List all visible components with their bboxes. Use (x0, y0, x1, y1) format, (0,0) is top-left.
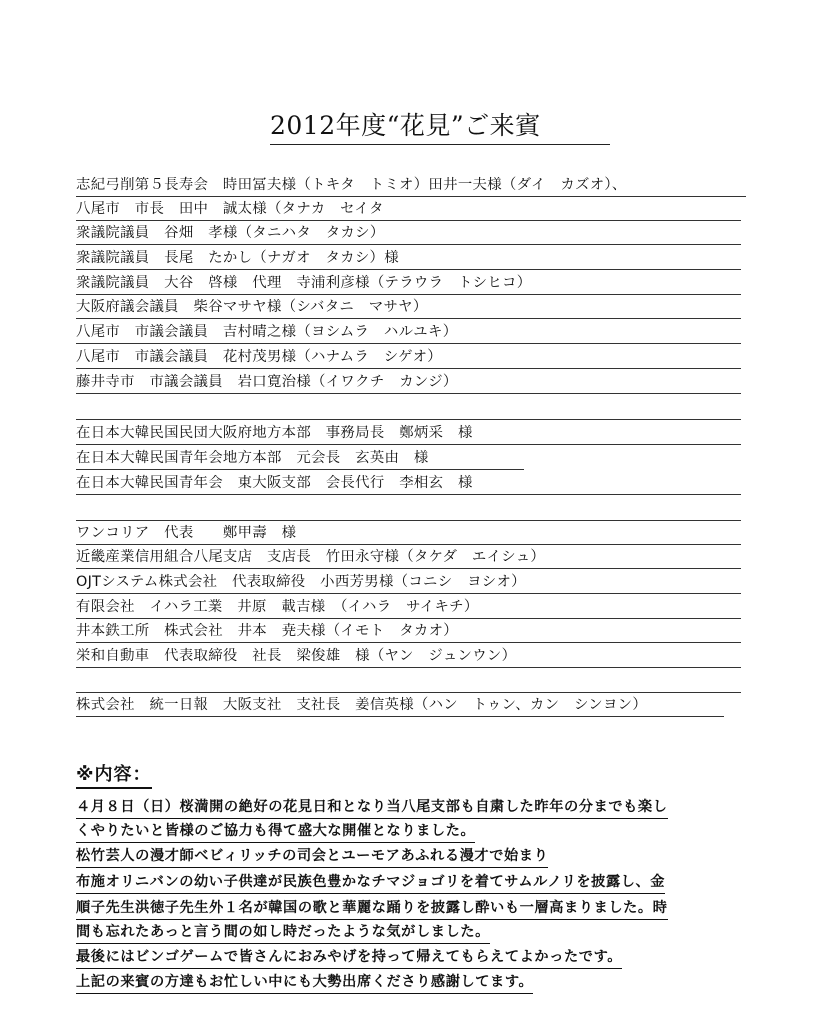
page-title: 2012年度“花見”ご来賓 (270, 106, 610, 145)
blank-rule (76, 520, 741, 521)
content-heading: ※内容： (76, 760, 152, 789)
guest-line: 藤井寺市 市議会議員 岩口寛治様（イワクチ カンジ） (76, 371, 741, 394)
content-line: 松竹芸人の漫才師ベビィリッチの司会とユーモアあふれる漫才で始まり (76, 845, 548, 868)
content-line: くやりたいと皆様のご協力も得て盛大な開催となりました。 (76, 820, 475, 843)
guest-line: 八尾市 市議会議員 吉村晴之様（ヨシムラ ハルユキ） (76, 321, 741, 344)
blank-rule (76, 692, 741, 693)
guest-line: 栄和自動車 代表取締役 社長 梁俊雄 様（ヤン ジュンウン） (76, 645, 741, 668)
content-line: 布施オリニバンの幼い子供達が民族色豊かなチマジョゴリを着てサムルノリを披露し、金 (76, 871, 665, 894)
guest-line: 株式会社 統一日報 大阪支社 支社長 姜信英様（ハン トゥン、カン シンヨン） (76, 694, 724, 717)
guest-line: 在日本大韓民国青年会 東大阪支部 会長代行 李相玄 様 (76, 472, 741, 495)
guest-line: 八尾市 市長 田中 誠太様（タナカ セイタ (76, 198, 741, 221)
guest-line: 志紀弓削第５長寿会 時田冨夫様（トキタ トミオ）田井一夫様（ダイ カズオ）、 (76, 174, 746, 197)
blank-rule (76, 419, 741, 420)
guest-line: 大阪府議会議員 柴谷マサヤ様（シバタニ マサヤ） (76, 296, 741, 319)
guest-line: 在日本大韓民国民団大阪府地方本部 事務局長 鄭炳采 様 (76, 422, 741, 445)
content-line: 最後にはビンゴゲームで皆さんにおみやげを持って帰えてもらえてよかったです。 (76, 946, 622, 969)
content-line: 順子先生洪徳子先生外１名が韓国の歌と華麗な踊りを披露し酔いも一層高まりました。時 (76, 897, 668, 920)
guest-line: 井本鉄工所 株式会社 井本 尭夫様（イモト タカオ） (76, 620, 741, 643)
guest-line: OJTシステム株式会社 代表取締役 小西芳男様（コニシ ヨシオ） (76, 571, 741, 594)
guest-line: 八尾市 市議会議員 花村茂男様（ハナムラ シゲオ） (76, 346, 741, 369)
guest-line: ワンコリア 代表 鄭甲壽 様 (76, 522, 741, 545)
guest-line: 有限会社 イハラ工業 井原 載吉様 （イハラ サイキチ） (76, 596, 741, 619)
guest-line: 衆議院議員 長尾 たかし（ナガオ タカシ）様 (76, 247, 741, 270)
guest-line: 衆議院議員 谷畑 孝様（タニハタ タカシ） (76, 222, 741, 245)
content-line: 上記の来賓の方達もお忙しい中にも大勢出席くださり感謝してます。 (76, 971, 533, 994)
content-line: 間も忘れたあっと言う間の如し時だったような気がしました。 (76, 921, 490, 944)
guest-line: 近畿産業信用組合八尾支店 支店長 竹田永守様（タケダ エイシュ） (76, 546, 741, 569)
guest-line: 衆議院議員 大谷 啓様 代理 寺浦利彦様（テラウラ トシヒコ） (76, 272, 741, 295)
guest-line: 在日本大韓民国青年会地方本部 元会長 玄英由 様 (76, 447, 524, 470)
content-line: ４月８日（日）桜満開の絶好の花見日和となり当八尾支部も自粛した昨年の分までも楽し (76, 796, 668, 819)
